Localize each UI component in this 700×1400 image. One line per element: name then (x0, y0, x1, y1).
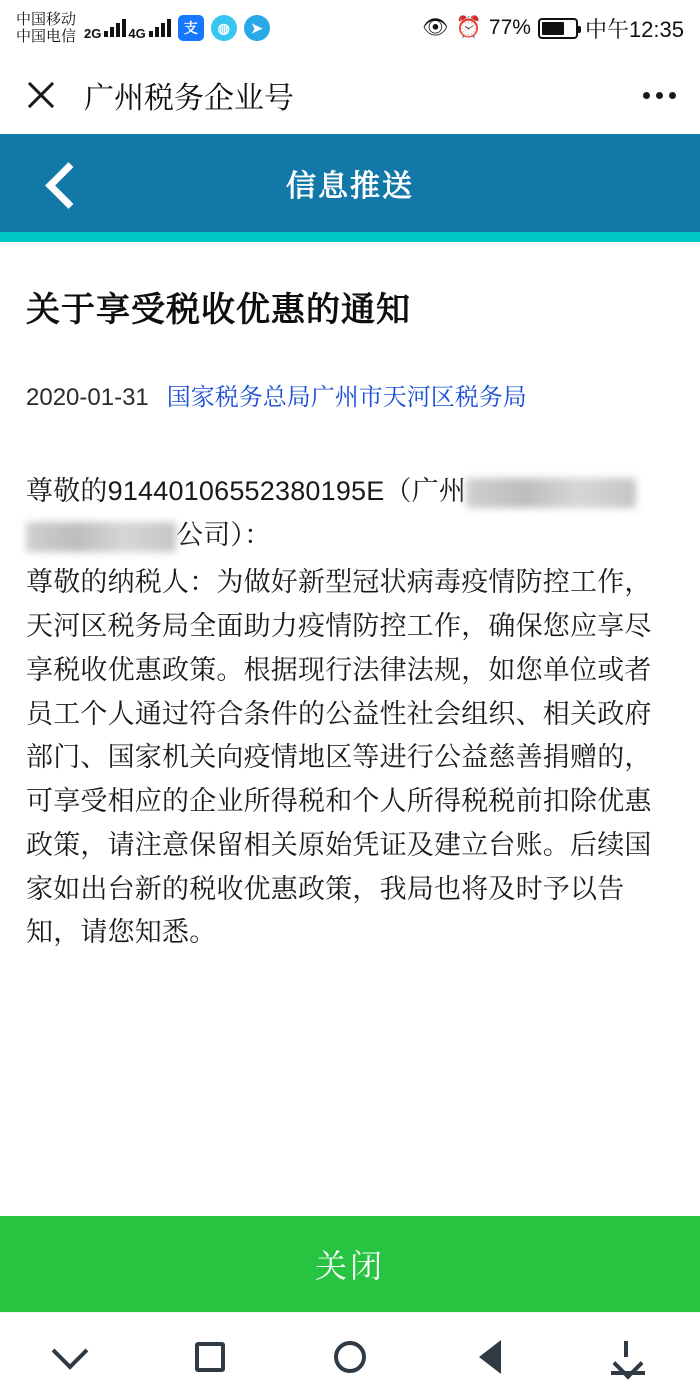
battery-percent: 77% (488, 16, 531, 39)
wechat-nav-bar (0, 56, 700, 134)
signal-bars-1-icon (104, 15, 126, 37)
telegram-icon: ➤ (244, 15, 270, 41)
article-meta (26, 377, 674, 412)
redacted-company-part1 (466, 478, 636, 508)
header-accent-strip (0, 232, 700, 242)
browser-icon: ◍ (211, 15, 237, 41)
chevron-down-icon[interactable] (42, 1329, 98, 1385)
article-title: 关于享受税收优惠的通知 (26, 291, 411, 329)
triangle-back-icon[interactable] (462, 1329, 518, 1385)
account-title: 广州税务企业号 (84, 82, 294, 115)
download-icon[interactable] (602, 1329, 658, 1385)
signal-bars-2-icon (149, 15, 171, 37)
article-content (0, 242, 700, 1216)
page-title: 信息推送 (286, 170, 414, 203)
status-bar-left (16, 11, 270, 46)
close-icon[interactable] (24, 78, 58, 112)
alarm-icon: ⏰ (455, 16, 482, 39)
close-button[interactable]: 关闭 (0, 1216, 700, 1312)
eye-icon: 👁 (422, 16, 449, 39)
carrier-1: 中国移动 (16, 10, 77, 28)
alipay-icon: 支 (178, 15, 204, 41)
square-icon[interactable] (182, 1329, 238, 1385)
salutation-prefix: 尊敬的91440106552380195E（广州 (26, 476, 467, 506)
redacted-company-part2 (26, 522, 176, 552)
article-date: 2020-01-31 (26, 384, 149, 411)
back-arrow-icon[interactable] (42, 163, 82, 203)
page-header (0, 134, 700, 232)
article-source[interactable]: 国家税务总局广州市天河区税务局 (166, 384, 527, 411)
android-nav-bar (0, 1312, 700, 1400)
carrier-2: 中国电信 (16, 28, 77, 45)
carrier-labels (16, 11, 76, 46)
article-body (26, 470, 674, 955)
status-bar-right (422, 13, 684, 44)
circle-icon[interactable] (322, 1329, 378, 1385)
salutation-suffix: 公司）： (176, 519, 272, 550)
article-paragraph: 尊敬的纳税人：为做好新型冠状病毒疫情防控工作，天河区税务局全面助力疫情防控工作，确保您应享尽享税收优惠政策。根据现行法律法规，如您单位或者员工个人通过符合条件的公益性社会组织、相关政府部门、国家机关向疫情地区等进行公益慈善捐赠的，可享受相应的企业所得税和个人所得税税前扣除优惠政策，请注意保留相关原始凭证及建立台账。后续国家如出台新的税收优惠政策，我局也将及时予以告知，请您知悉。 (26, 567, 652, 948)
more-icon[interactable] (643, 92, 676, 99)
network-type-2: 4G (128, 26, 146, 42)
network-type-1: 2G (84, 26, 102, 42)
clock-time: 中午12:35 (584, 16, 684, 42)
battery-icon (538, 18, 578, 39)
status-bar (0, 0, 700, 56)
